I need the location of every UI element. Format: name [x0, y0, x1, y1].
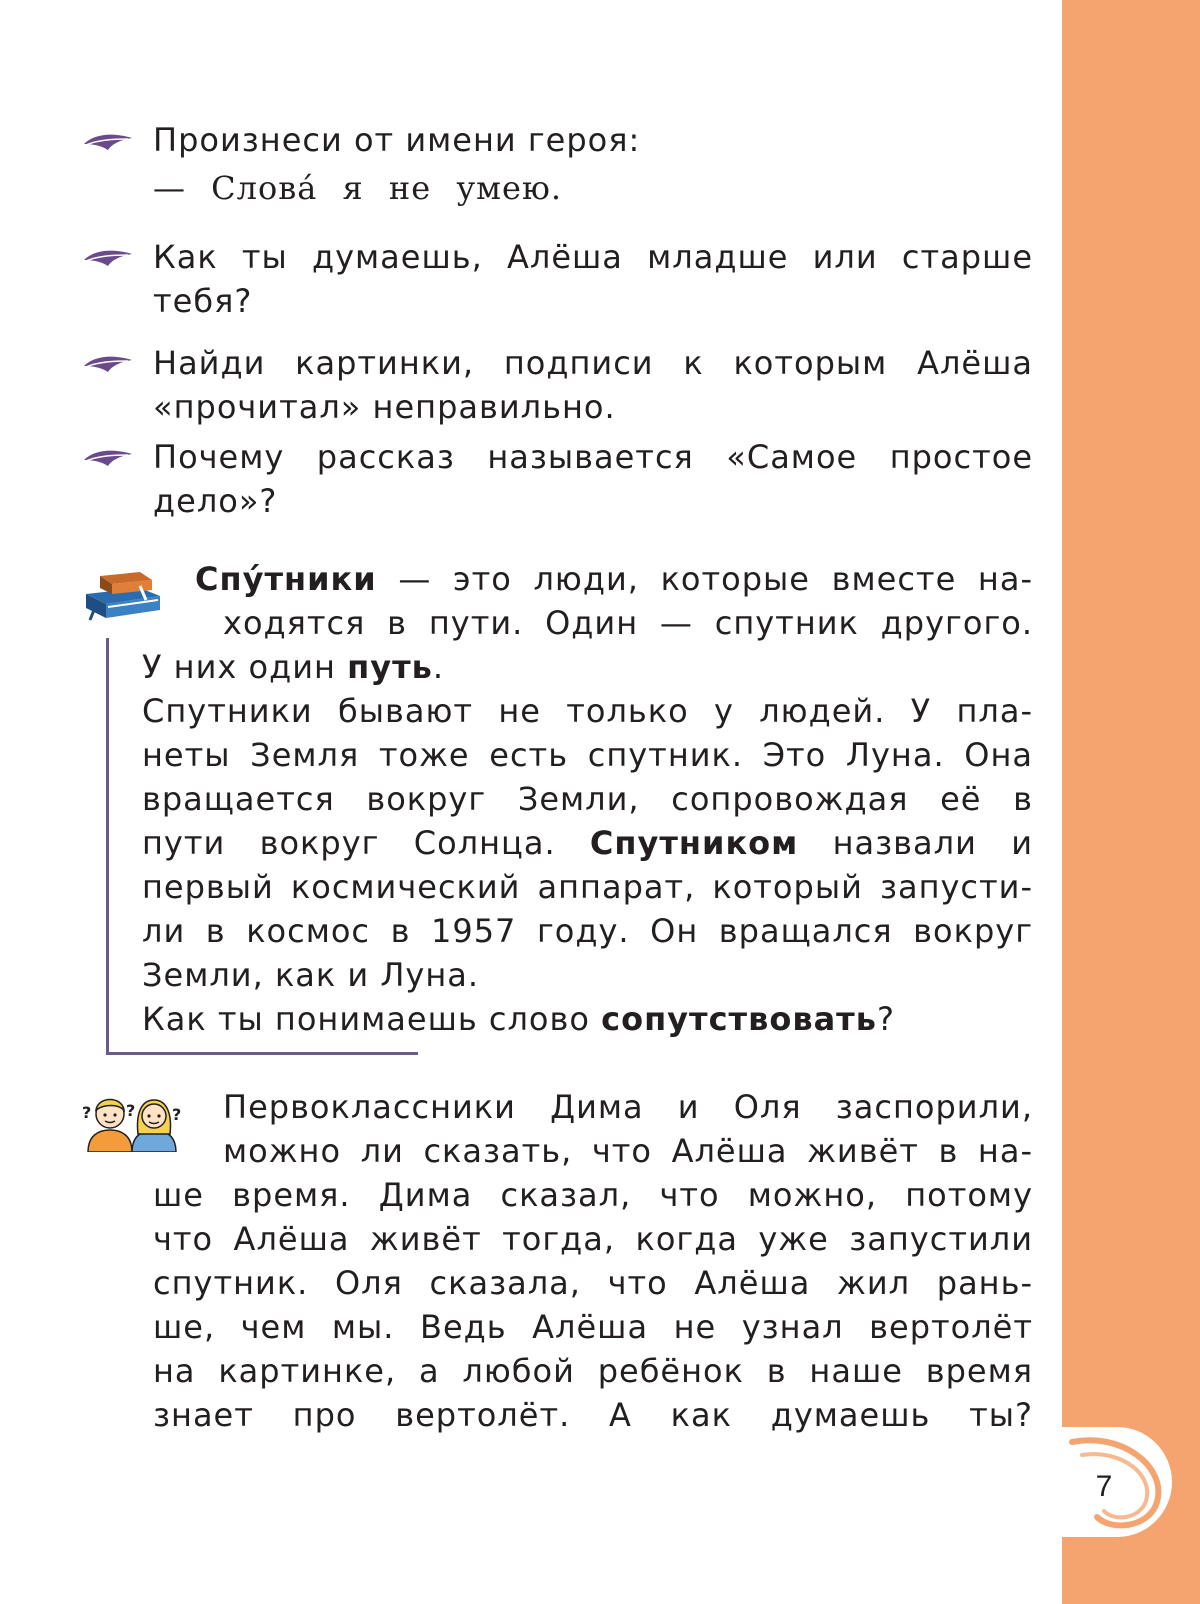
feather-bullet-icon [82, 446, 134, 468]
question-2-line-1: Как ты думаешь, Алёша младше или старше [153, 238, 1033, 276]
info-line-11 [142, 997, 895, 1041]
page-side-strip [1062, 0, 1200, 1604]
info-line-7-post: назвали и [798, 824, 1033, 862]
children-icon [80, 1086, 184, 1152]
info-line-1 [195, 557, 1033, 601]
debate-line-1: Первоклассники Дима и Оля заспорили, [223, 1088, 1033, 1126]
question-3-line-1: Найди картинки, подписи к которым Алёша [153, 344, 1033, 382]
feather-bullet-icon [82, 246, 134, 268]
question-2-line-2: тебя? [153, 282, 253, 320]
debate-line-8: знает про вертолёт. А как думаешь ты? [153, 1396, 1033, 1434]
svg-text:?: ? [126, 1101, 136, 1120]
debate-line-4: что Алёша живёт тогда, когда уже запустили [153, 1220, 1033, 1258]
info-line-11-pre: Как ты понимаешь слово [142, 1000, 602, 1038]
term-put: путь [347, 648, 433, 686]
feather-bullet-icon [82, 130, 134, 152]
page-number: 7 [1095, 1470, 1113, 1503]
feather-bullet-icon [82, 352, 134, 374]
info-line-10: Земли, как и Луна. [142, 956, 480, 994]
info-line-8: первый космический аппарат, который запусти- [142, 868, 1033, 906]
info-line-4: Спутники бывают не только у людей. У пла- [142, 692, 1033, 730]
term-soputstvovat: сопутствовать [601, 1000, 877, 1038]
info-line-1-rest: — это люди, которые вместе на- [376, 560, 1033, 598]
info-line-3-pre: У них один [142, 648, 348, 686]
svg-text:?: ? [172, 1105, 182, 1124]
debate-line-3: ше время. Дима сказал, что можно, потому [153, 1176, 1033, 1214]
question-3-line-2: «прочитал» неправильно. [153, 388, 616, 426]
debate-line-5: спутник. Оля сказала, что Алёша жил рань- [153, 1264, 1033, 1302]
books-icon [80, 560, 166, 622]
debate-line-6: ше, чем мы. Ведь Алёша не узнал вертолёт [153, 1308, 1033, 1346]
info-line-7-pre: пути вокруг Солнца. [142, 824, 590, 862]
debate-line-2: можно ли сказать, что Алёша живёт в на- [223, 1132, 1033, 1170]
info-line-9: ли в космос в 1957 году. Он вращался вокруг [142, 912, 1033, 950]
question-4-line-1: Почему рассказ называется «Самое простое [153, 438, 1033, 476]
info-block-border [106, 638, 109, 1054]
question-4-line-2: дело»? [153, 482, 278, 520]
info-line-3 [142, 645, 444, 689]
info-block-border-bottom [106, 1052, 418, 1055]
info-line-11-post: ? [876, 1000, 895, 1038]
svg-text:?: ? [82, 1103, 92, 1122]
term-sputniki: Спу́тники [195, 560, 377, 598]
info-line-5: неты Земля тоже есть спутник. Это Луна. Она [142, 736, 1033, 774]
question-1-text: Произнеси от имени героя: [153, 121, 641, 159]
info-line-7 [142, 821, 1033, 865]
info-line-6: вращается вокруг Земли, сопровождая её в [142, 780, 1033, 818]
hero-quote: — Слова́ я не умею. [153, 169, 562, 207]
info-line-3-post: . [432, 648, 445, 686]
term-sputnikom: Спутником [589, 824, 799, 862]
debate-line-7: на картинке, а любой ребёнок в наше время [153, 1352, 1033, 1390]
info-line-2: ходятся в пути. Один — спутник другого. [223, 604, 1033, 642]
